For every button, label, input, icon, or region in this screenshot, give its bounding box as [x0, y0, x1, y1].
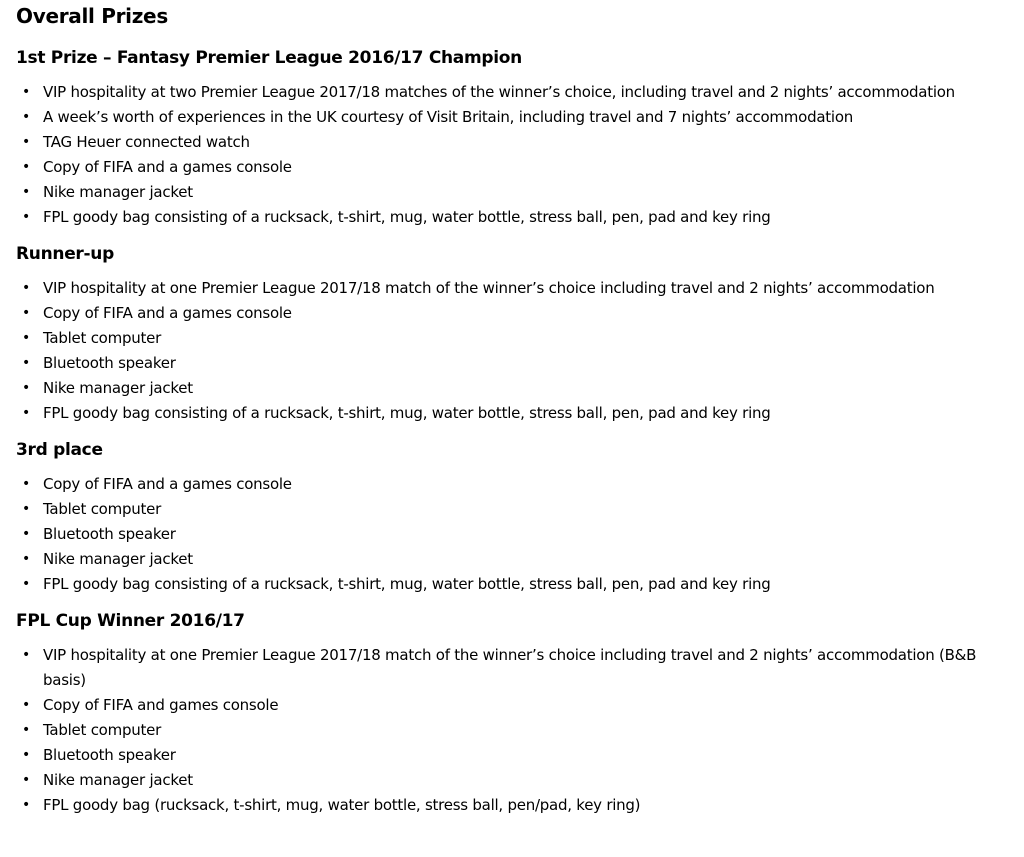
- list-item-text: Bluetooth speaker: [43, 354, 176, 372]
- list-item-text: Nike manager jacket: [43, 550, 193, 568]
- list-item-text: A week’s worth of experiences in the UK courtesy of Visit Britain, including travel and 7 nights’ accommodation: [43, 108, 854, 126]
- bullet-icon: •: [22, 647, 31, 663]
- section-heading-runner-up: Runner-up: [16, 244, 114, 264]
- bullet-icon: •: [22, 501, 31, 517]
- bullet-icon: •: [22, 159, 31, 175]
- section-heading-third-place: 3rd place: [16, 440, 103, 460]
- bullet-icon: •: [22, 747, 31, 763]
- list-item: [16, 326, 1024, 351]
- list-item: [16, 351, 1024, 376]
- list-item: [16, 130, 1024, 155]
- list-item-text: TAG Heuer connected watch: [43, 133, 250, 151]
- list-item: [16, 522, 1024, 547]
- list-item: [16, 743, 1024, 768]
- list-item: [16, 643, 1023, 693]
- list-item: [16, 793, 1024, 818]
- list-item-text: Copy of FIFA and games console: [43, 696, 279, 714]
- list-item-text: VIP hospitality at two Premier League 2017/18 matches of the winner’s choice, including travel and 2 nights’ accommodation: [43, 83, 955, 101]
- list-item: [16, 376, 1024, 401]
- prize-list-cup-winner: [16, 643, 1024, 818]
- list-item-text: FPL goody bag consisting of a rucksack, t-shirt, mug, water bottle, stress ball, pen, pad and key ring: [43, 208, 771, 226]
- list-item: [16, 572, 1024, 597]
- bullet-icon: •: [22, 209, 31, 225]
- bullet-icon: •: [22, 797, 31, 813]
- bullet-icon: •: [22, 355, 31, 371]
- list-item-text: Bluetooth speaker: [43, 746, 176, 764]
- list-item-text: Tablet computer: [43, 721, 162, 739]
- section-heading-cup-winner: FPL Cup Winner 2016/17: [16, 611, 245, 631]
- list-item: [16, 401, 1024, 426]
- bullet-icon: •: [22, 109, 31, 125]
- list-item: [16, 472, 1024, 497]
- list-item: [16, 693, 1024, 718]
- list-item: [16, 155, 1024, 180]
- bullet-icon: •: [22, 772, 31, 788]
- list-item-text: VIP hospitality at one Premier League 2017/18 match of the winner’s choice including travel and 2 nights’ accommodation (B&B basis): [43, 646, 977, 689]
- bullet-icon: •: [22, 330, 31, 346]
- list-item: [16, 547, 1024, 572]
- list-item-text: Tablet computer: [43, 329, 162, 347]
- list-item: [16, 105, 1024, 130]
- list-item-text: VIP hospitality at one Premier League 2017/18 match of the winner’s choice including travel and 2 nights’ accommodation: [43, 279, 935, 297]
- list-item-text: Copy of FIFA and a games console: [43, 304, 292, 322]
- bullet-icon: •: [22, 405, 31, 421]
- list-item: [16, 276, 1024, 301]
- bullet-icon: •: [22, 476, 31, 492]
- bullet-icon: •: [22, 551, 31, 567]
- prize-list-third-place: [16, 472, 1024, 597]
- list-item-text: FPL goody bag consisting of a rucksack, t-shirt, mug, water bottle, stress ball, pen, pad and key ring: [43, 575, 771, 593]
- bullet-icon: •: [22, 380, 31, 396]
- list-item-text: Copy of FIFA and a games console: [43, 158, 292, 176]
- prize-list-champion: [16, 80, 1024, 230]
- list-item-text: FPL goody bag consisting of a rucksack, t-shirt, mug, water bottle, stress ball, pen, pad and key ring: [43, 404, 771, 422]
- list-item: [16, 80, 1024, 105]
- list-item-text: Nike manager jacket: [43, 183, 193, 201]
- list-item-text: Nike manager jacket: [43, 771, 193, 789]
- bullet-icon: •: [22, 305, 31, 321]
- list-item-text: Bluetooth speaker: [43, 525, 176, 543]
- list-item-text: Copy of FIFA and a games console: [43, 475, 292, 493]
- list-item: [16, 301, 1024, 326]
- bullet-icon: •: [22, 526, 31, 542]
- page-title: Overall Prizes: [16, 4, 168, 28]
- list-item: [16, 180, 1024, 205]
- list-item: [16, 497, 1024, 522]
- prize-list-runner-up: [16, 276, 1024, 426]
- list-item: [16, 205, 1024, 230]
- bullet-icon: •: [22, 697, 31, 713]
- bullet-icon: •: [22, 280, 31, 296]
- list-item-text: Nike manager jacket: [43, 379, 193, 397]
- list-item: [16, 718, 1024, 743]
- bullet-icon: •: [22, 134, 31, 150]
- section-heading-champion: 1st Prize – Fantasy Premier League 2016/17 Champion: [16, 48, 522, 68]
- bullet-icon: •: [22, 184, 31, 200]
- bullet-icon: •: [22, 722, 31, 738]
- list-item-text: Tablet computer: [43, 500, 162, 518]
- list-item-text: FPL goody bag (rucksack, t-shirt, mug, water bottle, stress ball, pen/pad, key ring): [43, 796, 641, 814]
- list-item: [16, 768, 1024, 793]
- bullet-icon: •: [22, 576, 31, 592]
- bullet-icon: •: [22, 84, 31, 100]
